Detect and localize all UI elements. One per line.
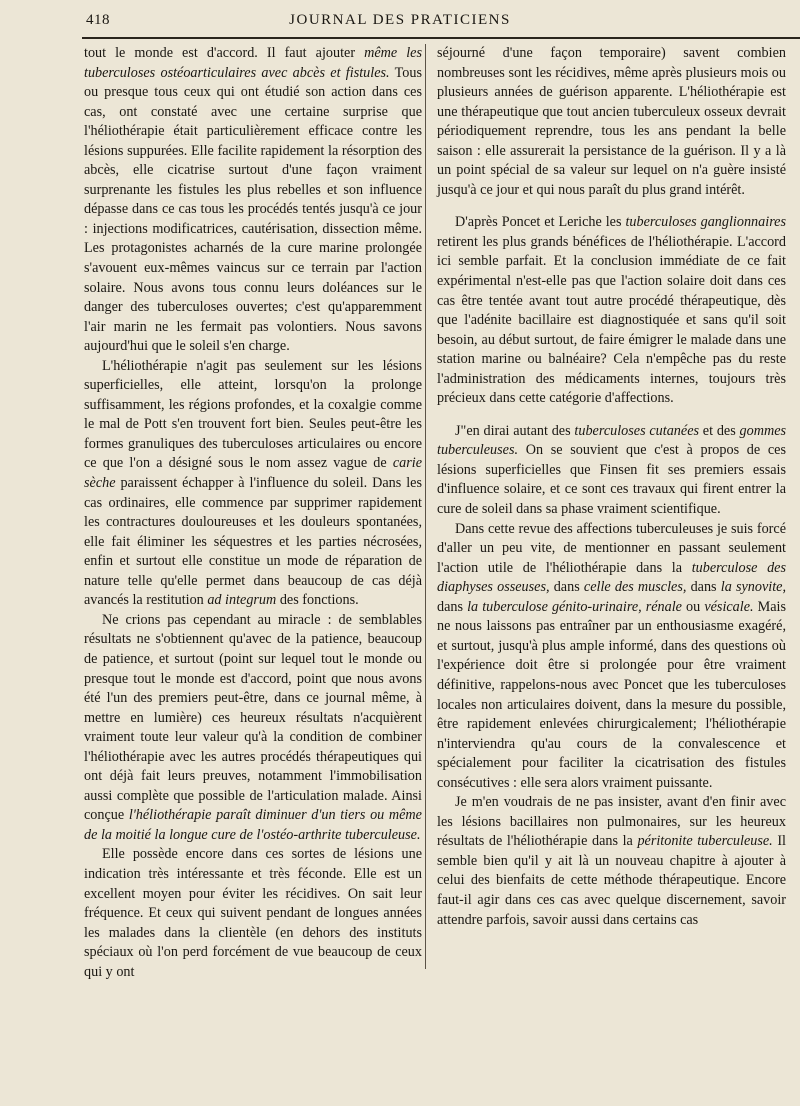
italic-run: gommes tuberculeuses.	[437, 422, 787, 459]
paragraph	[437, 44, 786, 200]
left-column	[84, 44, 422, 982]
italic-run: celle des muscles,	[583, 579, 687, 596]
text-run: Ne crions pas cependant au miracle : de semblables résultats ne s'obtiennent qu'avec de la patience, beaucoup de patience, et surtout (point sur lequel tout le monde ou presque tout le monde est d'accord, point que nous avons été l'un des premiers peut-être, dans ce journal même, à mettre en lumière) ces heureux résultats n'acquièrent vraiment toute leur valeur qu'à la condition de combiner l'héliothérapie avec les autres procédés thérapeutiques qui ont déjà fait leurs preuves, notamment l'immobilisation aussi complète que possible de l'articulation malade. Ainsi conçue	[84, 611, 422, 824]
text-run: J"en dirai autant des	[455, 422, 575, 439]
page-number: 418	[86, 12, 110, 28]
text-run: dans	[549, 579, 584, 596]
paragraph	[84, 357, 422, 611]
paragraph	[84, 44, 422, 357]
text-run: des fonctions.	[276, 592, 359, 609]
text-run: tout le monde est d'accord. Il faut ajouter	[84, 45, 365, 61]
italic-run: la tuberculose génito-urinaire, rénale	[467, 598, 682, 615]
text-run: paraissent échapper à l'influence du soleil. Dans les cas ordinaires, elle commence par supprimer rapidement les contractures douloureuses et les douleurs spontanées, elle fait éliminer les séquestres et les parties nécrosées, enfin et surtout elle constitue un mode de réparation de nature telle qu'elle permet dans beaucoup de cas déjà avancés la restitution	[84, 475, 422, 609]
text-run: dans	[686, 579, 721, 596]
text-run: séjourné d'une façon temporaire) savent combien nombreuses sont les récidives, même après plusieurs mois ou plusieurs années de guérison apparente. L'héliothérapie est une thérapeutique que tout ancien tuberculeux osseux devrait périodiquement reprendre, tous les ans pendant la belle saison : elle assurerait la persistance de la guérison. Il y a là un point spécial de sa valeur sur lequel on n'a guère insisté jusqu'à ce jour et qui nous paraît du plus grand intérêt.	[437, 45, 786, 198]
italic-run: ad integrum	[207, 592, 277, 609]
text-run: et des	[699, 422, 740, 439]
text-run: Je m'en voudrais de ne pas insister, avant d'en finir avec les lésions bacillaires non pulmonaires, sur les heureux résultats de l'héliothérapie dans la	[437, 794, 786, 850]
text-run: Elle possède encore dans ces sortes de lésions une indication très intéressante et très féconde. Elle est un excellent moyen pour éviter les récidives. On sait leur fréquence. Et ceux qui suivent pendant de longues années les malades dans la clientèle (en dehors des instituts spéciaux où l'on perd forcément de vue beaucoup de ceux qui y ont	[84, 846, 422, 980]
text-run: L'héliothérapie n'agit pas seulement sur les lésions superficielles, elle atteint, lorsqu'on la prolonge suffisamment, les régions profondes, et la coxalgie comme le mal de Pott s'en trouvent fort bien. Seules peut-être les formes granuliques des tuberculoses articulaires ou encore ce que l'on a désigné sous le nom assez vague de	[84, 357, 422, 472]
italic-run: péritonite tuberculeuse.	[637, 833, 773, 850]
italic-run: vésicale.	[704, 598, 754, 615]
text-run: ou	[681, 598, 705, 615]
text-run: Dans cette revue des affections tuberculeuses je suis forcé d'aller un peu vite, de mentionner en passant seulement l'action utile de l'héliothérapie dans la	[437, 520, 786, 576]
right-column	[437, 44, 786, 930]
text-run: Il semble bien qu'il y ait là un nouveau chapitre à ajouter à celui des bienfaits de cette méthode thérapeutique. Encore faut-il agir dans ces cas avec quelque discernement, savoir attendre parfois, savoir aussi dans certains cas	[437, 833, 786, 928]
text-run: Mais ne nous laissons pas entraîner par un enthousiasme exagéré, et surtout, jusqu'à plus ample informé, dans des questions où l'expérience doit être si prolongée pour être vraiment définitive, rappelons-nous avec Poncet que les tuberculoses locales non articulaires doivent, dans la mesure du possible, être rapidement enlevées chirurgicalement; l'héliothérapie n'interviendra qu'au cours de la convalescence et spécialement pour faciliter la cicatrisation des fistules consécutives : elle sera alors vraiment puissante.	[437, 598, 787, 791]
paragraph	[84, 611, 422, 846]
italic-run: tuberculose des diaphyses osseuses,	[437, 559, 787, 596]
paragraph	[437, 422, 786, 520]
italic-run: tuberculoses cutanées	[574, 422, 700, 439]
text-run: D'après Poncet et Leriche les	[455, 214, 626, 231]
italic-run: la synovite,	[720, 579, 787, 596]
italic-run: tuberculoses ganglionnaires	[625, 214, 787, 231]
running-title: JOURNAL DES PRATICIENS	[289, 12, 511, 28]
column-divider	[425, 44, 426, 969]
text-run: dans	[437, 598, 468, 615]
paragraph	[84, 845, 422, 982]
paragraph	[437, 520, 786, 794]
paragraph	[437, 213, 786, 408]
text-run: Tous ou presque tous ceux qui ont étudié son action dans ces cas, ont constaté avec une certaine surprise que l'héliothérapie était particulièrement efficace contre les lésions suppurées. Elle facilite rapidement la résorption des abcès, elle cicatrise surtout d'une façon vraiment surprenante les fistules les plus rebelles et son influence dépasse dans ce cas tous les procédés tentés jusqu'à ce jour : injections modificatrices, cautérisation, dissection même. Les protagonistes acharnés de la cure marine prolongée s'avouent eux-mêmes vaincus sur ce terrain par l'action solaire. Nous avons tous connu leurs doléances sur le danger des tuberculoses ouvertes; c'est qu'apparemment l'air marin ne les fermait pas volontiers. Nous savons aujourd'hui que le soleil s'en charge.	[84, 64, 422, 355]
text-run: On se souvient que c'est à propos de ces lésions superficielles que Finsen fit ses premiers essais d'influence solaire, et ce sont ces travaux qui firent entrer la cure de soleil dans sa phase vraiment scientifique.	[437, 442, 786, 518]
header-rule	[82, 37, 800, 39]
italic-run: carie sèche	[84, 455, 422, 492]
text-run: retirent les plus grands bénéfices de l'héliothérapie. L'accord ici semble parfait. Et la conclusion immédiate de ce fait expérimental n'est-elle pas que l'action solaire doit dans ces cas être tentée avant tout autre procédé thérapeutique, dès que l'adénite bacillaire est diagnostiquée et sans qu'il soit besoin, au début surtout, de faire émigrer le malade dans une station marine ou balnéaire? Cela n'empêche pas du reste l'administration des médicaments internes, toujours très précieux dans cette catégorie d'affections.	[437, 233, 786, 407]
page-header	[0, 8, 800, 36]
italic-run: même les tuberculoses ostéoarticulaires avec abcès et fistules.	[84, 45, 422, 81]
paragraph	[437, 793, 786, 930]
italic-run: l'héliothérapie paraît diminuer d'un tiers ou même de la moitié la longue cure de l'ostéo-arthrite tuberculeuse.	[84, 807, 422, 843]
